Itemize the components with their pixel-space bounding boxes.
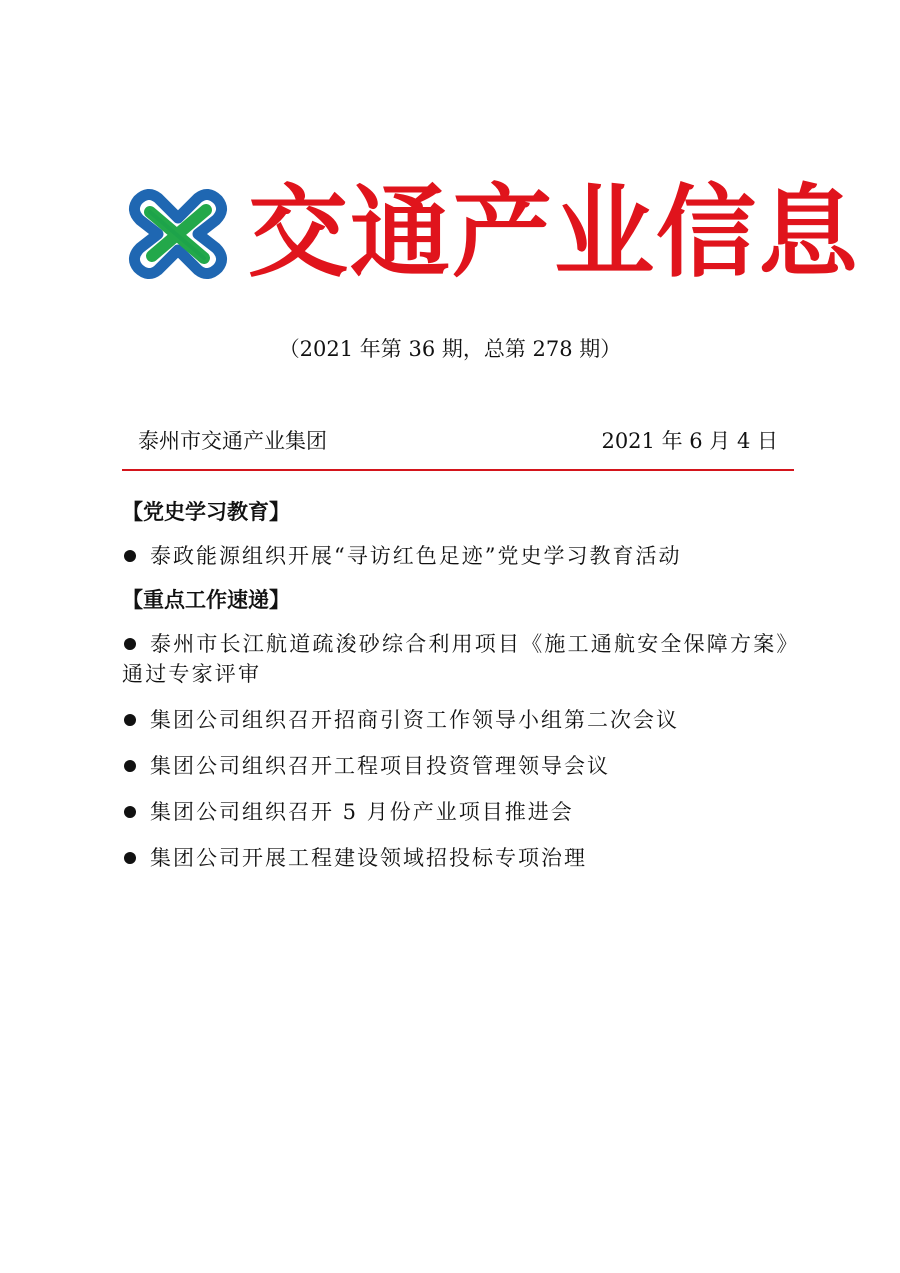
bullet-icon	[124, 714, 136, 726]
publication-date: 2021 年 6 月 4 日	[601, 429, 778, 453]
bullet-icon	[124, 760, 136, 772]
list-item-text: 集团公司组织召开招商引资工作领导小组第二次会议	[150, 708, 679, 732]
publisher-row	[138, 426, 778, 456]
list-item[interactable]	[122, 705, 802, 735]
header-divider	[122, 469, 794, 471]
masthead	[128, 173, 860, 291]
issue-number: （2021 年第 36 期，总第 278 期）	[278, 337, 622, 361]
list-item[interactable]	[122, 541, 802, 571]
list-item-text: 集团公司开展工程建设领域招投标专项治理	[150, 846, 587, 870]
list-item-text: 集团公司组织召开 5 月份产业项目推进会	[150, 800, 574, 824]
section-heading: 【重点工作速递】	[122, 588, 290, 612]
masthead-title: 交通产业信息	[248, 173, 860, 291]
publisher-name: 泰州市交通产业集团	[138, 429, 327, 453]
bullet-icon	[124, 806, 136, 818]
list-item-text: 集团公司组织召开工程项目投资管理领导会议	[150, 754, 610, 778]
list-item[interactable]	[122, 751, 802, 781]
list-item[interactable]	[122, 629, 802, 689]
list-item-text: 泰州市长江航道疏浚砂综合利用项目《施工通航安全保障方案》通过专家评审	[122, 632, 800, 686]
section-heading: 【党史学习教育】	[122, 500, 290, 524]
table-of-contents	[122, 497, 802, 889]
interlocking-knot-logo-icon	[128, 188, 228, 280]
list-item[interactable]	[122, 843, 802, 873]
list-item[interactable]	[122, 797, 802, 827]
bullet-icon	[124, 852, 136, 864]
bullet-icon	[124, 550, 136, 562]
bullet-icon	[124, 638, 136, 650]
list-item-text: 泰政能源组织开展“寻访红色足迹”党史学习教育活动	[150, 544, 682, 568]
